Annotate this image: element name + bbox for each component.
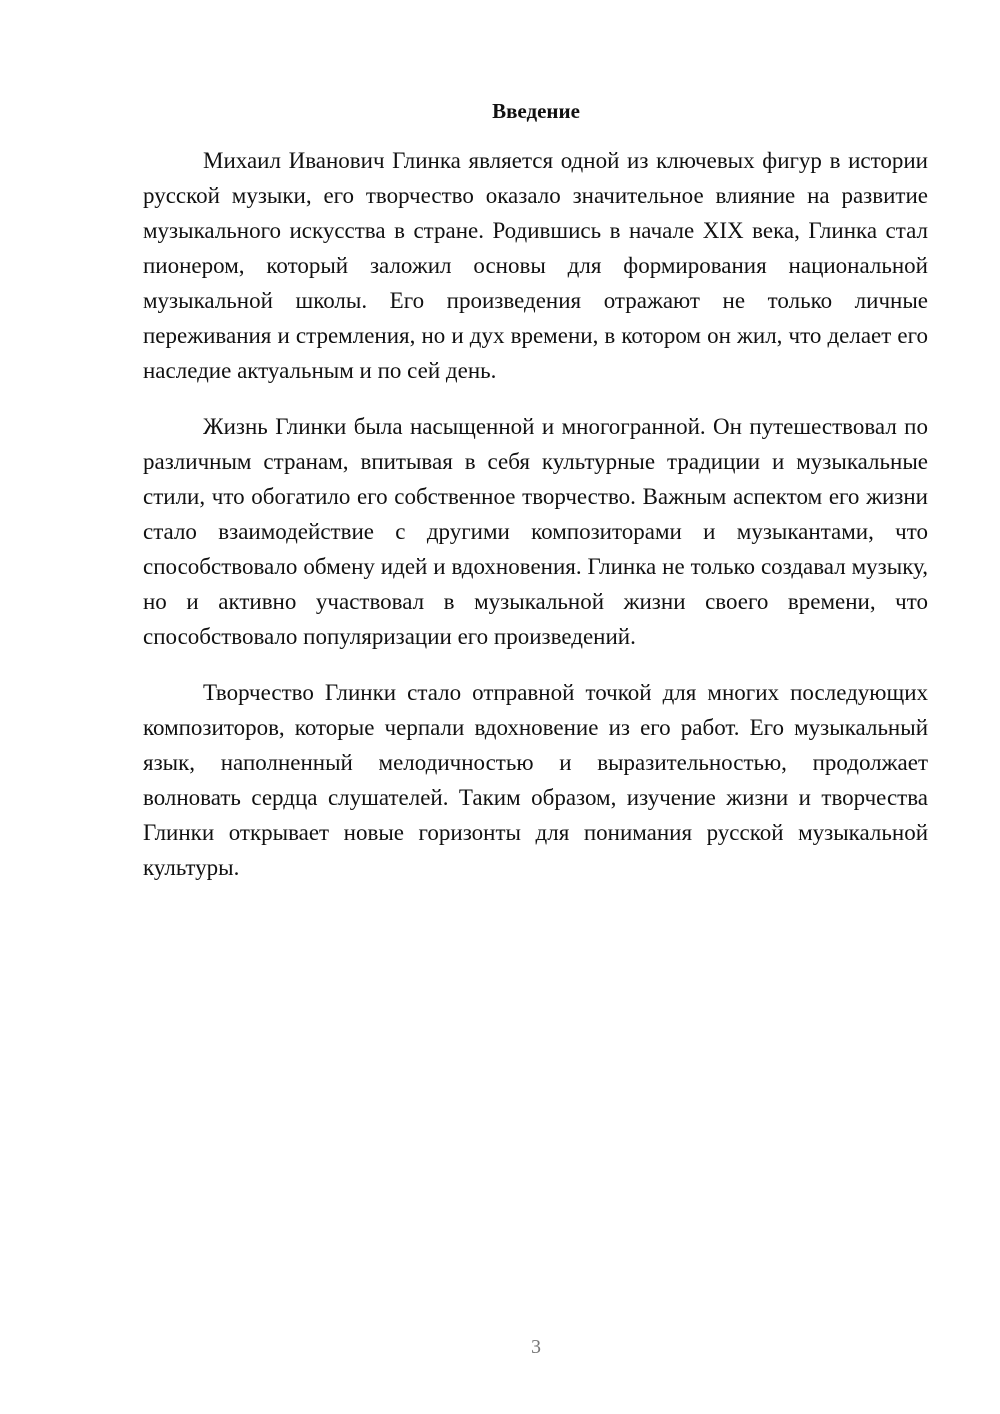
body-text (143, 143, 928, 906)
paragraph-2: Жизнь Глинки была насыщенной и многогранной. Он путешествовал по различным странам, впитывая в себя культурные традиции и музыкальные стили, что обогатило его собственное творчество. Важным аспектом его жизни стало взаимодействие с другими композиторами и музыкантами, что способствовало обмену идей и вдохновения. Глинка не только создавал музыку, но и активно участвовал в музыкальной жизни своего времени, что способствовало популяризации его произведений. (143, 414, 928, 649)
section-title: Введение (492, 99, 580, 123)
paragraph-3: Творчество Глинки стало отправной точкой для многих последующих композиторов, которые черпали вдохновение из его работ. Его музыкальный язык, наполненный мелодичностью и выразительностью, продолжает волновать сердца слушателей. Таким образом, изучение жизни и творчества Глинки открывает новые горизонты для понимания русской музыкальной культуры. (143, 680, 928, 880)
page-number: 3 (531, 1336, 541, 1358)
paragraph-1: Михаил Иванович Глинка является одной из ключевых фигур в истории русской музыки, его творчество оказало значительное влияние на развитие музыкального искусства в стране. Родившись в начале XIX века, Глинка стал пионером, который заложил основы для формирования национальной музыкальной школы. Его произведения отражают не только личные переживания и стремления, но и дух времени, в котором он жил, что делает его наследие актуальным и по сей день. (143, 148, 928, 383)
